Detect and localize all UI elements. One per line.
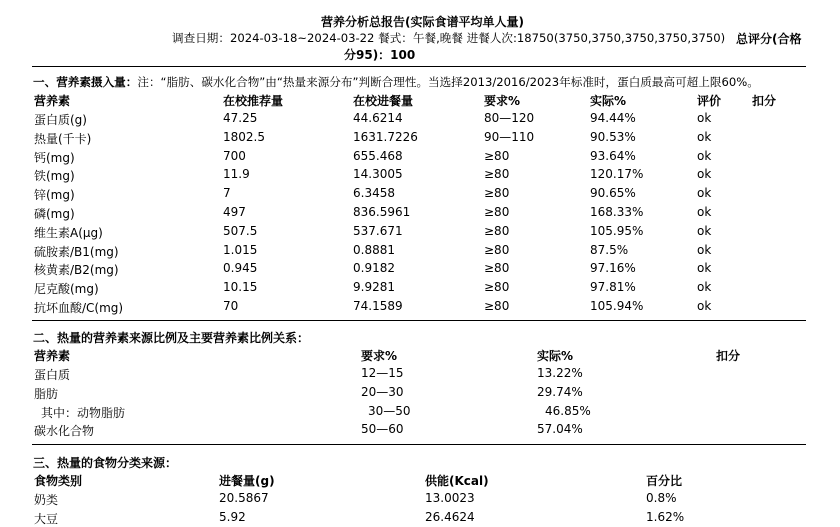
table-cell: ok [697, 111, 712, 125]
table-cell: 20—30 [361, 384, 404, 399]
table-cell: ≥80 [484, 280, 510, 295]
table-cell: ≥80 [484, 205, 510, 219]
table-cell: 97.16% [590, 261, 636, 276]
table-cell: 抗坏血酸/C(mg) [34, 301, 124, 315]
column-header: 实际% [590, 94, 627, 108]
column-header: 要求% [361, 349, 398, 363]
table-cell: 锌(mg) [34, 188, 75, 203]
table-cell: 6.3458 [353, 186, 395, 201]
table-cell: 97.81% [590, 280, 636, 295]
table-cell: 46.85% [545, 403, 591, 418]
table-cell: 47.25 [223, 111, 258, 125]
table-cell: 30—50 [368, 403, 411, 418]
section1-title: 一、营养素摄入量： [33, 75, 138, 89]
table-cell: 1802.5 [223, 129, 265, 144]
table-cell: 93.64% [590, 148, 636, 163]
column-header: 百分比 [646, 474, 683, 488]
table-cell: ok [697, 205, 712, 219]
column-header: 在校推荐量 [223, 94, 284, 108]
table-cell: ≥80 [484, 223, 510, 238]
table-cell: 507.5 [223, 223, 258, 238]
table-cell: ok [697, 261, 712, 276]
table-cell: ok [697, 167, 712, 182]
section1-heading [33, 74, 759, 90]
table-cell: 90—110 [484, 129, 535, 144]
table-cell: 10.15 [223, 280, 258, 295]
table-cell: 90.65% [590, 186, 636, 201]
table-cell: ok [697, 129, 712, 144]
table-cell: 497 [223, 205, 246, 219]
table-cell: 奶类 [34, 493, 59, 507]
survey-info-line: 调查日期：2024-03-18~2024-03-22 餐式：午餐,晚餐 进餐人次:18750(3750,3750,3750,3750,3750) [172, 31, 726, 45]
table-cell: ok [697, 148, 712, 163]
table-cell: 0.9182 [353, 261, 395, 276]
table-cell: 热量(千卡) [34, 131, 92, 146]
column-header: 实际% [537, 349, 574, 363]
table-cell: 1.62% [646, 509, 685, 524]
table-cell: 94.44% [590, 111, 636, 125]
table-cell: ≥80 [484, 299, 510, 313]
table-cell: 655.468 [353, 148, 403, 163]
table-cell: 碳水化合物 [34, 424, 95, 439]
column-header: 要求% [484, 94, 521, 108]
table-cell: 70 [223, 299, 239, 313]
table-cell: 13.22% [537, 366, 583, 380]
table-cell: 105.94% [590, 299, 644, 313]
table-cell: 50—60 [361, 422, 404, 437]
table-cell: 57.04% [537, 422, 583, 437]
table-cell: 87.5% [590, 242, 629, 257]
table-cell: 铁(mg) [34, 169, 75, 184]
table-cell: 核黄素/B2(mg) [34, 263, 119, 278]
section3-title: 三、热量的食物分类来源： [33, 456, 178, 470]
table-cell: 105.95% [590, 223, 644, 238]
table-cell: ≥80 [484, 186, 510, 201]
table-cell: 20.5867 [219, 491, 269, 505]
table-cell: 14.3005 [353, 167, 403, 182]
table-cell: 168.33% [590, 205, 644, 219]
table-cell: 0.945 [223, 261, 258, 276]
divider [32, 444, 806, 445]
table-cell: 836.5961 [353, 205, 411, 219]
table-cell: 其中：动物脂肪 [41, 405, 126, 420]
table-cell: 尼克酸(mg) [34, 282, 99, 297]
table-cell: 0.8881 [353, 242, 395, 257]
table-cell: 90.53% [590, 129, 636, 144]
column-header: 评价 [697, 94, 722, 108]
report-title: 营养分析总报告(实际食谱平均单人量) [321, 15, 524, 29]
column-header: 食物类别 [34, 474, 83, 488]
table-cell: 5.92 [219, 509, 246, 524]
total-score-line2: 分95)：100 [344, 48, 416, 62]
table-cell: 0.8% [646, 491, 677, 505]
table-cell: 硫胺素/B1(mg) [34, 244, 119, 259]
table-cell: 脂肪 [34, 386, 59, 401]
table-cell: 9.9281 [353, 280, 395, 295]
table-cell: 44.6214 [353, 111, 403, 125]
column-header: 进餐量(g) [219, 474, 275, 488]
table-cell: 12—15 [361, 366, 404, 380]
column-header: 在校进餐量 [353, 94, 414, 108]
table-cell: 11.9 [223, 167, 250, 182]
table-cell: 蛋白质(g) [34, 113, 87, 127]
table-cell: ok [697, 223, 712, 238]
table-cell: 120.17% [590, 167, 644, 182]
table-cell: 74.1589 [353, 299, 403, 313]
section2-title: 二、热量的营养素来源比例及主要营养素比例关系： [33, 331, 310, 345]
table-cell: ≥80 [484, 242, 510, 257]
table-cell: 537.671 [353, 223, 403, 238]
section1-note: 注：“脂肪、碳水化合物”由“热量来源分布”判断合理性。当选择2013/2016/2023年标准时，蛋白质最高可超上限60%。 [137, 75, 759, 89]
column-header: 扣分 [752, 94, 777, 108]
table-cell: ok [697, 299, 712, 313]
table-cell: 26.4624 [425, 509, 475, 524]
table-cell: ok [697, 280, 712, 295]
column-header: 营养素 [34, 94, 71, 108]
table-cell: ok [697, 242, 712, 257]
column-header: 扣分 [716, 349, 741, 363]
table-cell: 钙(mg) [34, 150, 75, 165]
table-cell: 大豆 [34, 511, 59, 526]
table-cell: 1.015 [223, 242, 258, 257]
total-score-line1: 总评分(合格 [736, 32, 802, 46]
divider [32, 320, 806, 321]
table-cell: 蛋白质 [34, 368, 71, 382]
divider [32, 66, 806, 67]
column-header: 供能(Kcal) [425, 474, 489, 488]
column-header: 营养素 [34, 349, 71, 363]
table-cell: 维生素A(μg) [34, 225, 103, 240]
table-cell: 7 [223, 186, 231, 201]
table-cell: ≥80 [484, 148, 510, 163]
table-cell: ≥80 [484, 261, 510, 276]
table-cell: 磷(mg) [34, 207, 75, 221]
table-cell: ok [697, 186, 712, 201]
table-cell: 29.74% [537, 384, 583, 399]
table-cell: ≥80 [484, 167, 510, 182]
table-cell: 1631.7226 [353, 129, 418, 144]
table-cell: 700 [223, 148, 246, 163]
table-cell: 13.0023 [425, 491, 475, 505]
table-cell: 80—120 [484, 111, 535, 125]
